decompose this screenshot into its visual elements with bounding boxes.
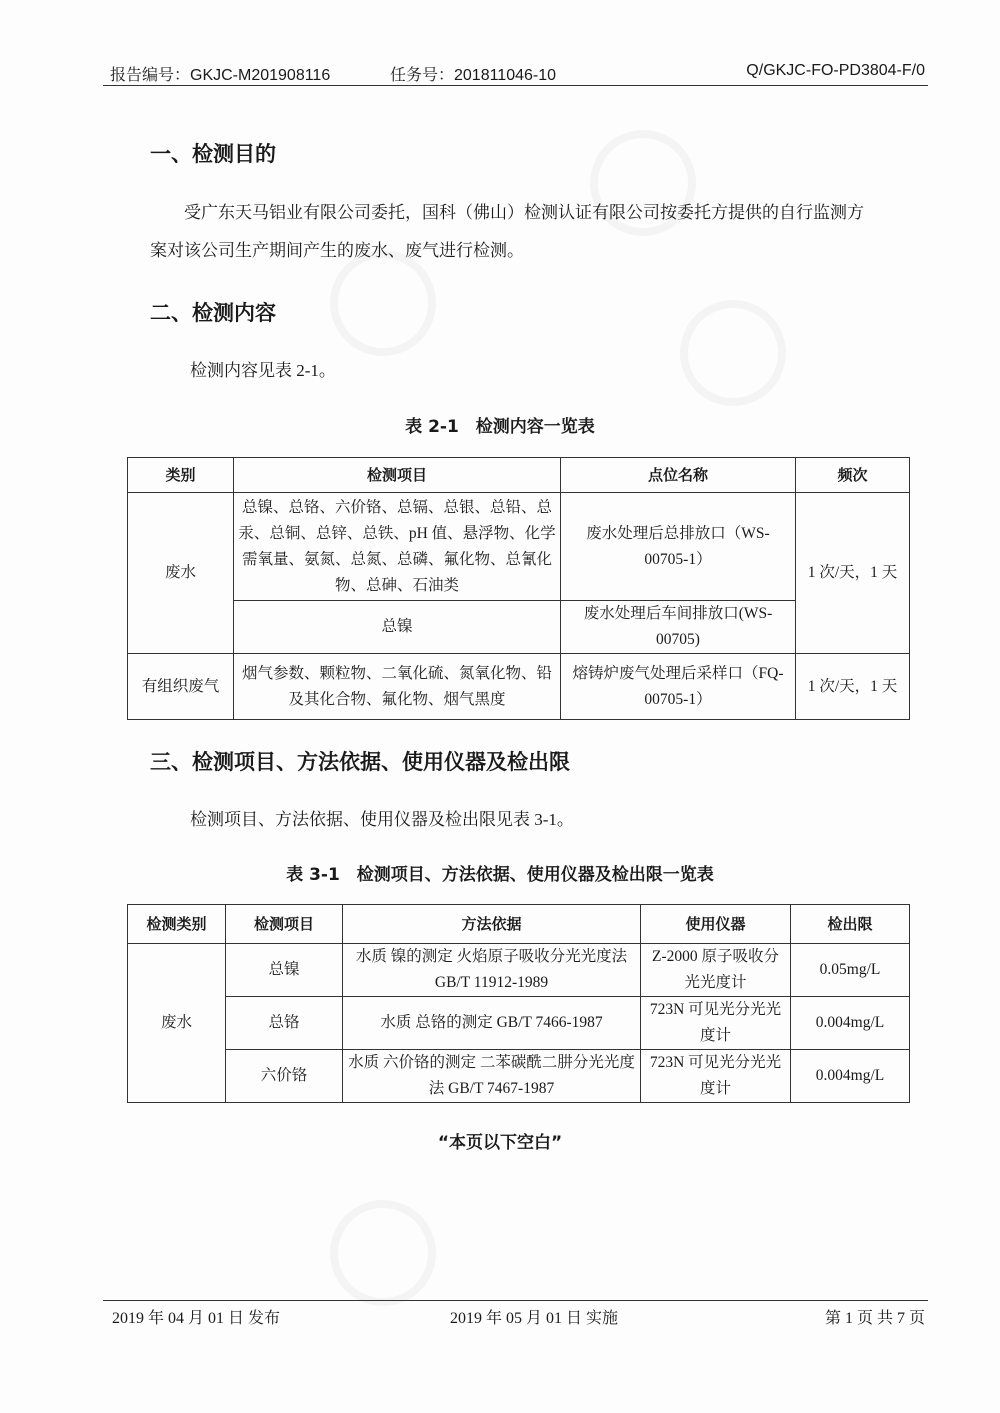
limit-cell: 0.004mg/L	[791, 1050, 910, 1103]
document-code: Q/GKJC-FO-PD3804-F/0	[746, 62, 925, 79]
col-header: 类别	[128, 458, 234, 493]
col-header: 检出限	[791, 905, 910, 944]
table-3-1-caption: 表 3-1 检测项目、方法依据、使用仪器及检出限一览表	[286, 865, 714, 885]
table-2-1	[127, 457, 910, 720]
table-row	[128, 1050, 910, 1103]
section-2-title: 二、检测内容	[150, 301, 276, 325]
section-2-text: 检测内容见表 2-1。	[190, 361, 336, 380]
method-cell: 水质 总铬的测定 GB/T 7466-1987	[343, 997, 641, 1050]
header-rule	[103, 85, 928, 86]
item-cell: 总铬	[226, 997, 343, 1050]
category-cell: 有组织废气	[128, 654, 234, 720]
site-cell: 熔铸炉废气处理后采样口（FQ-00705-1）	[561, 654, 796, 720]
items-cell: 总镍	[234, 601, 561, 654]
table-row	[128, 997, 910, 1050]
report-number: 报告编号：GKJC-M201908116	[110, 67, 331, 84]
col-header: 检测类别	[128, 905, 226, 944]
item-cell: 六价铬	[226, 1050, 343, 1103]
col-header: 方法依据	[343, 905, 641, 944]
task-number: 任务号：201811046-10	[390, 67, 557, 84]
col-header: 点位名称	[561, 458, 796, 493]
instrument-cell: 723N 可见光分光光度计	[641, 1050, 791, 1103]
table-2-1-caption: 表 2-1 检测内容一览表	[405, 417, 595, 437]
table-row	[128, 944, 910, 997]
table-row	[128, 493, 910, 601]
table-3-1	[127, 904, 910, 1103]
section-3-title: 三、检测项目、方法依据、使用仪器及检出限	[150, 750, 570, 774]
site-cell: 废水处理后车间排放口(WS-00705)	[561, 601, 796, 654]
watermark-seal	[330, 1200, 436, 1306]
section-1-title: 一、检测目的	[150, 142, 276, 166]
blank-note: “本页以下空白”	[437, 1133, 563, 1153]
site-cell: 废水处理后总排放口（WS-00705-1）	[561, 493, 796, 601]
freq-cell: 1 次/天，1 天	[796, 493, 910, 654]
instrument-cell: Z-2000 原子吸收分光光度计	[641, 944, 791, 997]
item-cell: 总镍	[226, 944, 343, 997]
publish-date: 2019 年 04 月 01 日 发布	[112, 1310, 281, 1327]
implement-date: 2019 年 05 月 01 日 实施	[450, 1310, 619, 1327]
col-header: 检测项目	[234, 458, 561, 493]
page-number: 第 1 页 共 7 页	[824, 1310, 925, 1327]
footer-rule	[103, 1300, 928, 1301]
col-header: 使用仪器	[641, 905, 791, 944]
instrument-cell: 723N 可见光分光光度计	[641, 997, 791, 1050]
category-cell: 废水	[128, 944, 226, 1103]
table-row	[128, 601, 910, 654]
table-row	[128, 654, 910, 720]
freq-cell: 1 次/天，1 天	[796, 654, 910, 720]
category-cell: 废水	[128, 493, 234, 654]
section-3-text: 检测项目、方法依据、使用仪器及检出限见表 3-1。	[190, 810, 574, 829]
method-cell: 水质 六价铬的测定 二苯碳酰二肼分光光度法 GB/T 7467-1987	[343, 1050, 641, 1103]
items-cell: 总镍、总铬、六价铬、总镉、总银、总铅、总汞、总铜、总锌、总铁、pH 值、悬浮物、化学需氧量、氨氮、总氮、总磷、氟化物、总氰化物、总砷、石油类	[234, 493, 561, 601]
col-header: 检测项目	[226, 905, 343, 944]
col-header: 频次	[796, 458, 910, 493]
method-cell: 水质 镍的测定 火焰原子吸收分光光度法 GB/T 11912-1989	[343, 944, 641, 997]
section-1-text: 受广东天马铝业有限公司委托，国科（佛山）检测认证有限公司按委托方提供的自行监测方案对该公司生产期间产生的废水、废气进行检测。	[150, 203, 864, 260]
limit-cell: 0.05mg/L	[791, 944, 910, 997]
items-cell: 烟气参数、颗粒物、二氧化硫、氮氧化物、铅及其化合物、氟化物、烟气黑度	[234, 654, 561, 720]
limit-cell: 0.004mg/L	[791, 997, 910, 1050]
